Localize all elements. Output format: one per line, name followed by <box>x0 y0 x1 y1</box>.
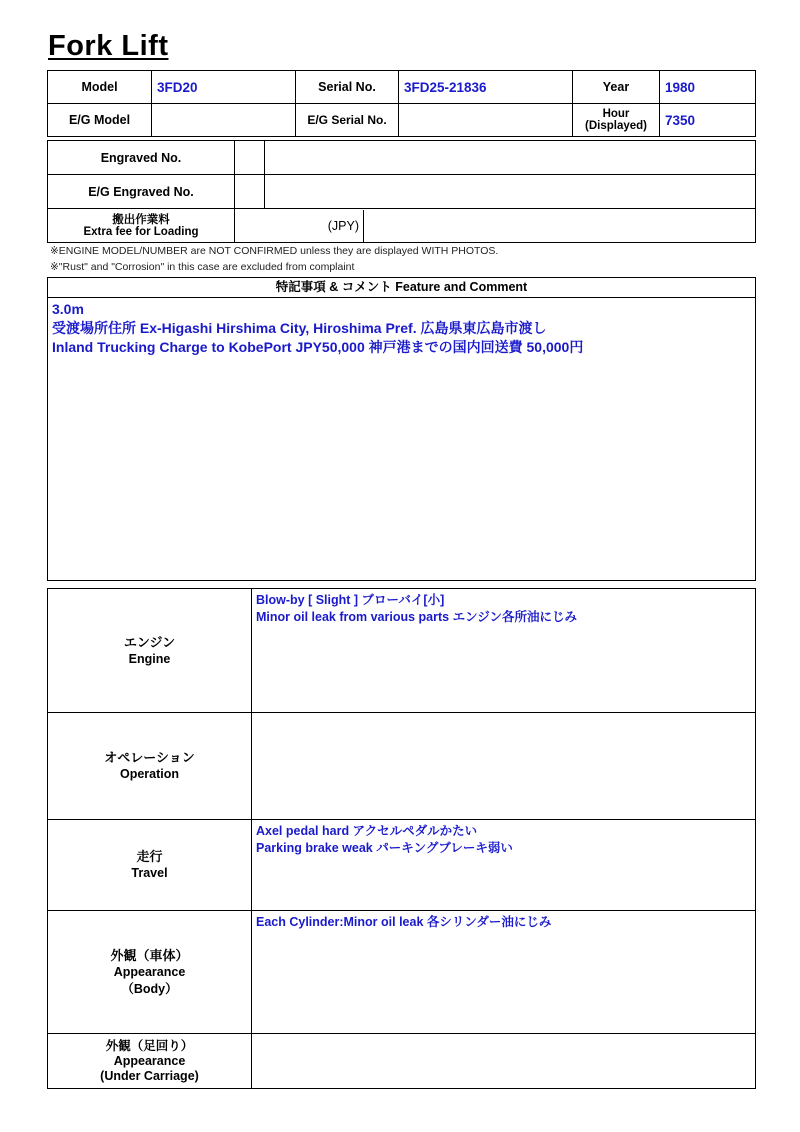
category-en: Operation <box>119 767 180 781</box>
comment-line: Blow-by [ Slight ] ブローバイ[小] <box>256 593 445 607</box>
feature-line: Inland Trucking Charge to KobePort JPY50,000 神戸港までの国内回送費 50,000円 <box>52 339 584 355</box>
year-label: Year <box>573 71 660 104</box>
inspection-row-undercarriage <box>48 1034 756 1089</box>
category-travel <box>48 820 252 911</box>
serial-label: Serial No. <box>296 71 399 104</box>
category-jp: 外観（足回り） <box>105 1038 194 1053</box>
category-jp: 走行 <box>136 849 163 864</box>
engraved-check-cell <box>235 141 265 175</box>
note-rust-exclusion: ※"Rust" and "Corrosion" in this case are excluded from complaint <box>50 261 355 273</box>
category-en-sub: (Under Carriage) <box>100 1068 199 1083</box>
category-appearance-body <box>48 911 252 1034</box>
eg-serial-value <box>399 104 573 137</box>
page-title: Fork Lift <box>48 30 169 62</box>
operation-comments <box>252 713 756 820</box>
appearance-body-comments <box>252 911 756 1034</box>
appearance-undercarriage-comments <box>252 1034 756 1089</box>
category-en: Appearance <box>113 1053 186 1068</box>
comment-line: Minor oil leak from various parts エンジン各所油にじみ <box>256 610 577 624</box>
extra-fee-label <box>48 209 235 243</box>
eg-serial-label: E/G Serial No. <box>296 104 399 137</box>
comment-line: Parking brake weak パーキングブレーキ弱い <box>256 841 513 855</box>
hour-value: 7350 <box>660 104 756 137</box>
category-en: Engine <box>128 651 171 666</box>
extra-fee-value <box>364 210 755 242</box>
travel-comments <box>252 820 756 911</box>
extra-fee-label-jp: 搬出作業料 <box>112 213 170 226</box>
eg-model-label: E/G Model <box>48 104 152 137</box>
vehicle-info-table <box>47 70 756 137</box>
category-en: Travel <box>131 866 168 880</box>
eg-model-value <box>152 104 296 137</box>
comment-line: Axel pedal hard アクセルペダルかたい <box>256 824 478 838</box>
category-jp: 外観（車体） <box>110 947 189 963</box>
model-label: Model <box>48 71 152 104</box>
hour-label-line1: Hour <box>602 108 630 120</box>
feature-line: 受渡場所住所 Ex-Higashi Hirshima City, Hiroshima Pref. 広島県東広島市渡し <box>52 320 547 336</box>
category-en-sub: （Body） <box>121 981 178 996</box>
inspection-row-engine <box>48 589 756 713</box>
eg-engraved-value <box>265 175 756 209</box>
extra-fee-label-en: Extra fee for Loading <box>83 225 199 238</box>
category-en: Appearance <box>113 964 186 979</box>
model-value: 3FD20 <box>152 71 296 104</box>
hour-label-line2: (Displayed) <box>585 120 647 132</box>
currency-label: (JPY) <box>235 210 364 242</box>
feature-header: 特記事項 & コメント Feature and Comment <box>47 277 756 298</box>
engraved-label: Engraved No. <box>48 141 235 175</box>
hour-label <box>573 104 660 137</box>
category-engine <box>48 589 252 713</box>
eg-engraved-label: E/G Engraved No. <box>48 175 235 209</box>
category-operation <box>48 713 252 820</box>
comment-line: Each Cylinder:Minor oil leak 各シリンダー油にじみ <box>256 915 552 929</box>
inspection-row-operation <box>48 713 756 820</box>
engraved-value <box>265 141 756 175</box>
extra-fee-value-cell <box>235 209 756 243</box>
year-value: 1980 <box>660 71 756 104</box>
inspection-row-travel <box>48 820 756 911</box>
note-engine-confirm: ※ENGINE MODEL/NUMBER are NOT CONFIRMED unless they are displayed WITH PHOTOS. <box>50 245 499 257</box>
feature-comment-box <box>47 297 756 581</box>
category-appearance-undercarriage <box>48 1034 252 1089</box>
inspection-table <box>47 588 756 1089</box>
engine-comments <box>252 589 756 713</box>
engraved-table <box>47 140 756 243</box>
inspection-row-body <box>48 911 756 1034</box>
serial-value: 3FD25-21836 <box>399 71 573 104</box>
eg-engraved-check-cell <box>235 175 265 209</box>
feature-line: 3.0m <box>52 301 84 317</box>
category-jp: エンジン <box>123 634 176 650</box>
category-jp: オペレーション <box>104 750 195 765</box>
